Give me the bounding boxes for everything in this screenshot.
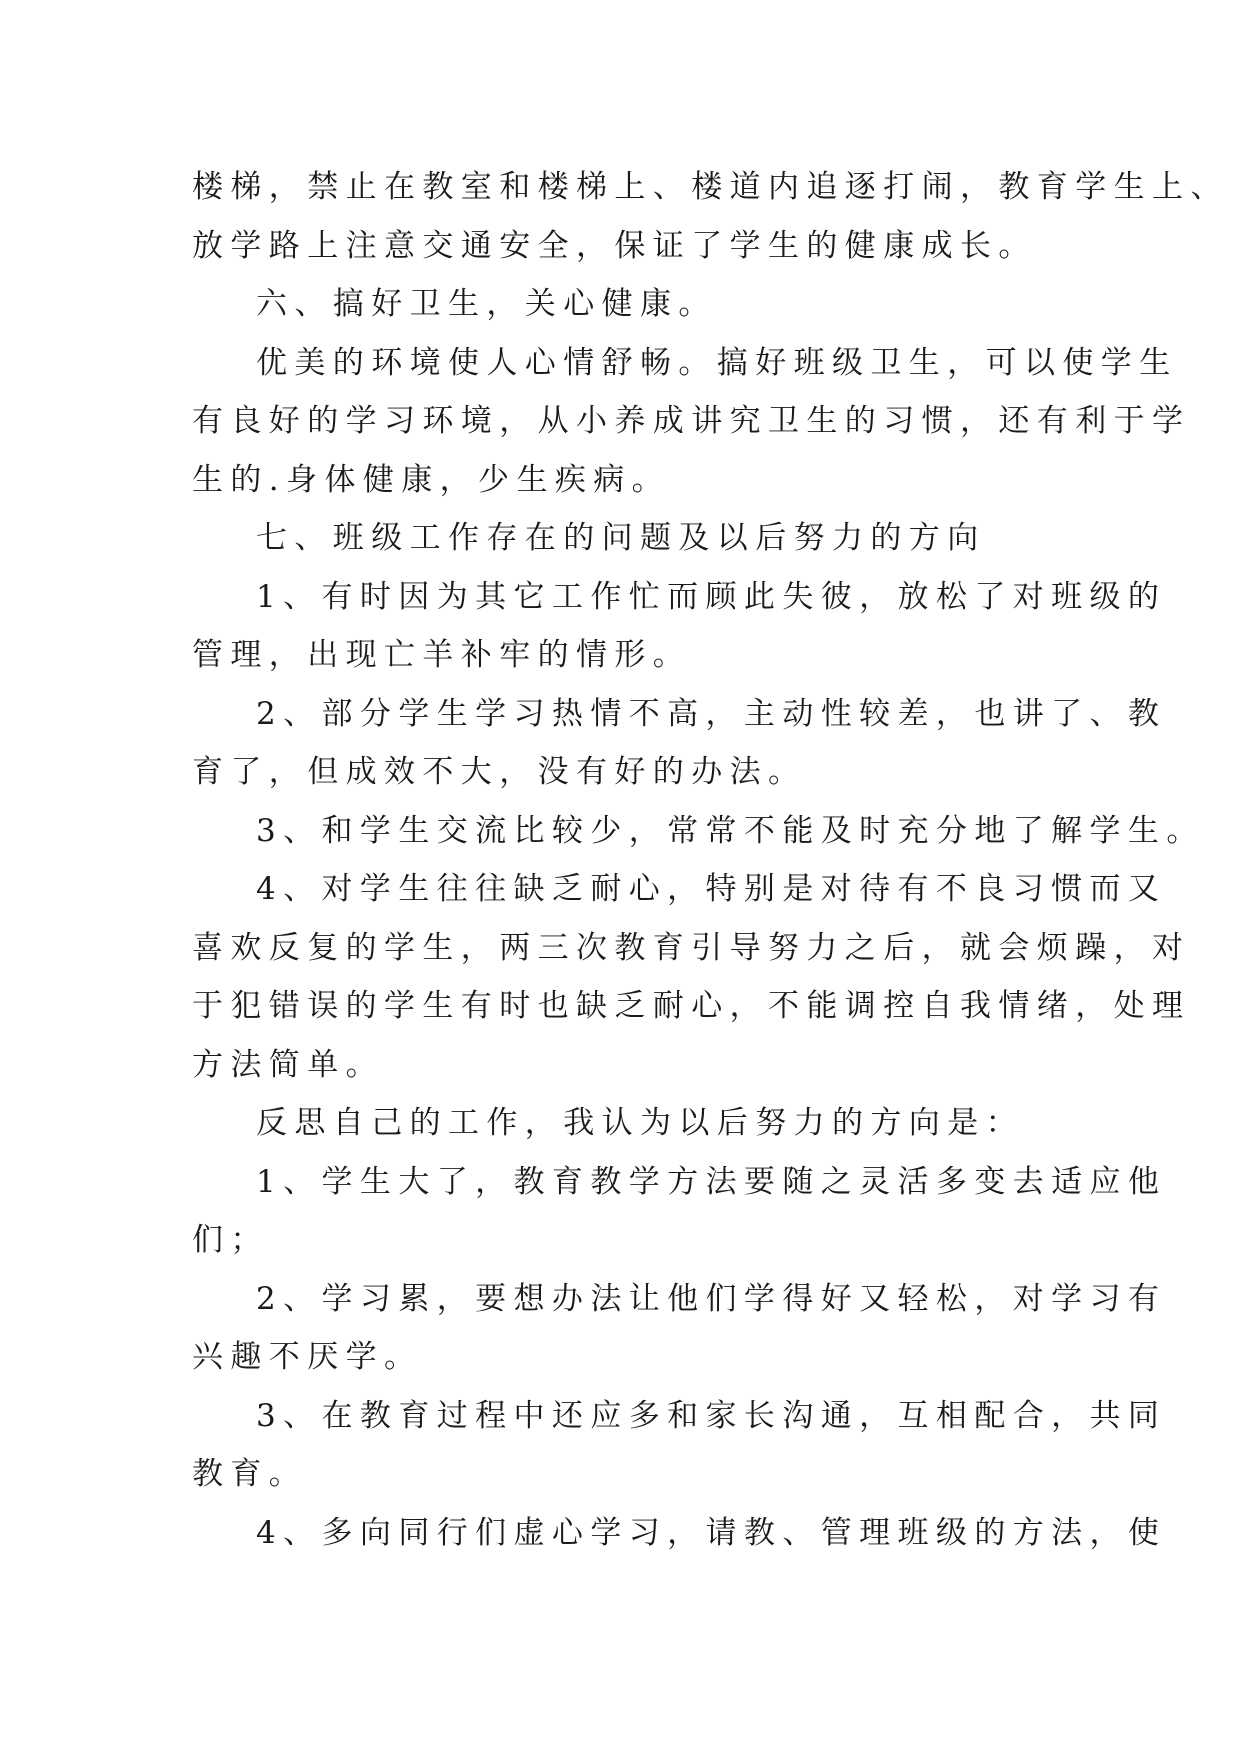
text-line: 们； — [192, 1222, 269, 1258]
list-item: 4、对学生往往缺乏耐心，特别是对待有不良习惯而又 — [256, 871, 1167, 907]
list-item: 2、部分学生学习热情不高，主动性较差，也讲了、教 — [256, 695, 1167, 732]
text-line: 育了，但成效不大，没有好的办法。 — [192, 754, 807, 790]
text-line: 优美的环境使人心情舒畅。搞好班级卫生，可以使学生 — [256, 344, 1178, 381]
text-line: 放学路上注意交通安全，保证了学生的健康成长。 — [192, 227, 1037, 264]
text-line: 方法简单。 — [192, 1046, 384, 1083]
list-item: 2、学习累，要想办法让他们学得好又轻松，对学习有 — [256, 1280, 1167, 1317]
text-line: 有良好的学习环境，从小养成讲究卫生的习惯，还有利于学 — [192, 403, 1191, 439]
text-line: 喜欢反复的学生，两三次教育引导努力之后，就会烦躁，对 — [192, 929, 1191, 966]
list-item: 3、在教育过程中还应多和家长沟通，互相配合，共同 — [256, 1397, 1167, 1434]
text-line: 于犯错误的学生有时也缺乏耐心，不能调控自我情绪，处理 — [192, 988, 1191, 1024]
list-item: 3、和学生交流比较少，常常不能及时充分地了解学生。 — [256, 812, 1205, 849]
text-line: 楼梯，禁止在教室和楼梯上、楼道内追逐打闹，教育学生上、 — [192, 169, 1229, 205]
body-text — [192, 158, 1229, 1562]
text-line: 生的.身体健康，少生疾病。 — [192, 461, 671, 498]
list-item: 1、学生大了，教育教学方法要随之灵活多变去适应他 — [256, 1163, 1167, 1200]
paragraph-line: 反思自己的工作，我认为以后努力的方向是： — [256, 1105, 1024, 1141]
list-item: 1、有时因为其它工作忙而顾此失彼，放松了对班级的 — [256, 578, 1167, 615]
section-heading: 六、搞好卫生，关心健康。 — [256, 286, 717, 322]
text-line: 教育。 — [192, 1456, 308, 1492]
text-line: 管理，出现亡羊补牢的情形。 — [192, 637, 692, 673]
text-line: 兴趣不厌学。 — [192, 1339, 423, 1375]
section-heading: 七、班级工作存在的问题及以后努力的方向 — [256, 520, 986, 556]
list-item: 4、多向同行们虚心学习，请教、管理班级的方法，使 — [256, 1514, 1167, 1551]
